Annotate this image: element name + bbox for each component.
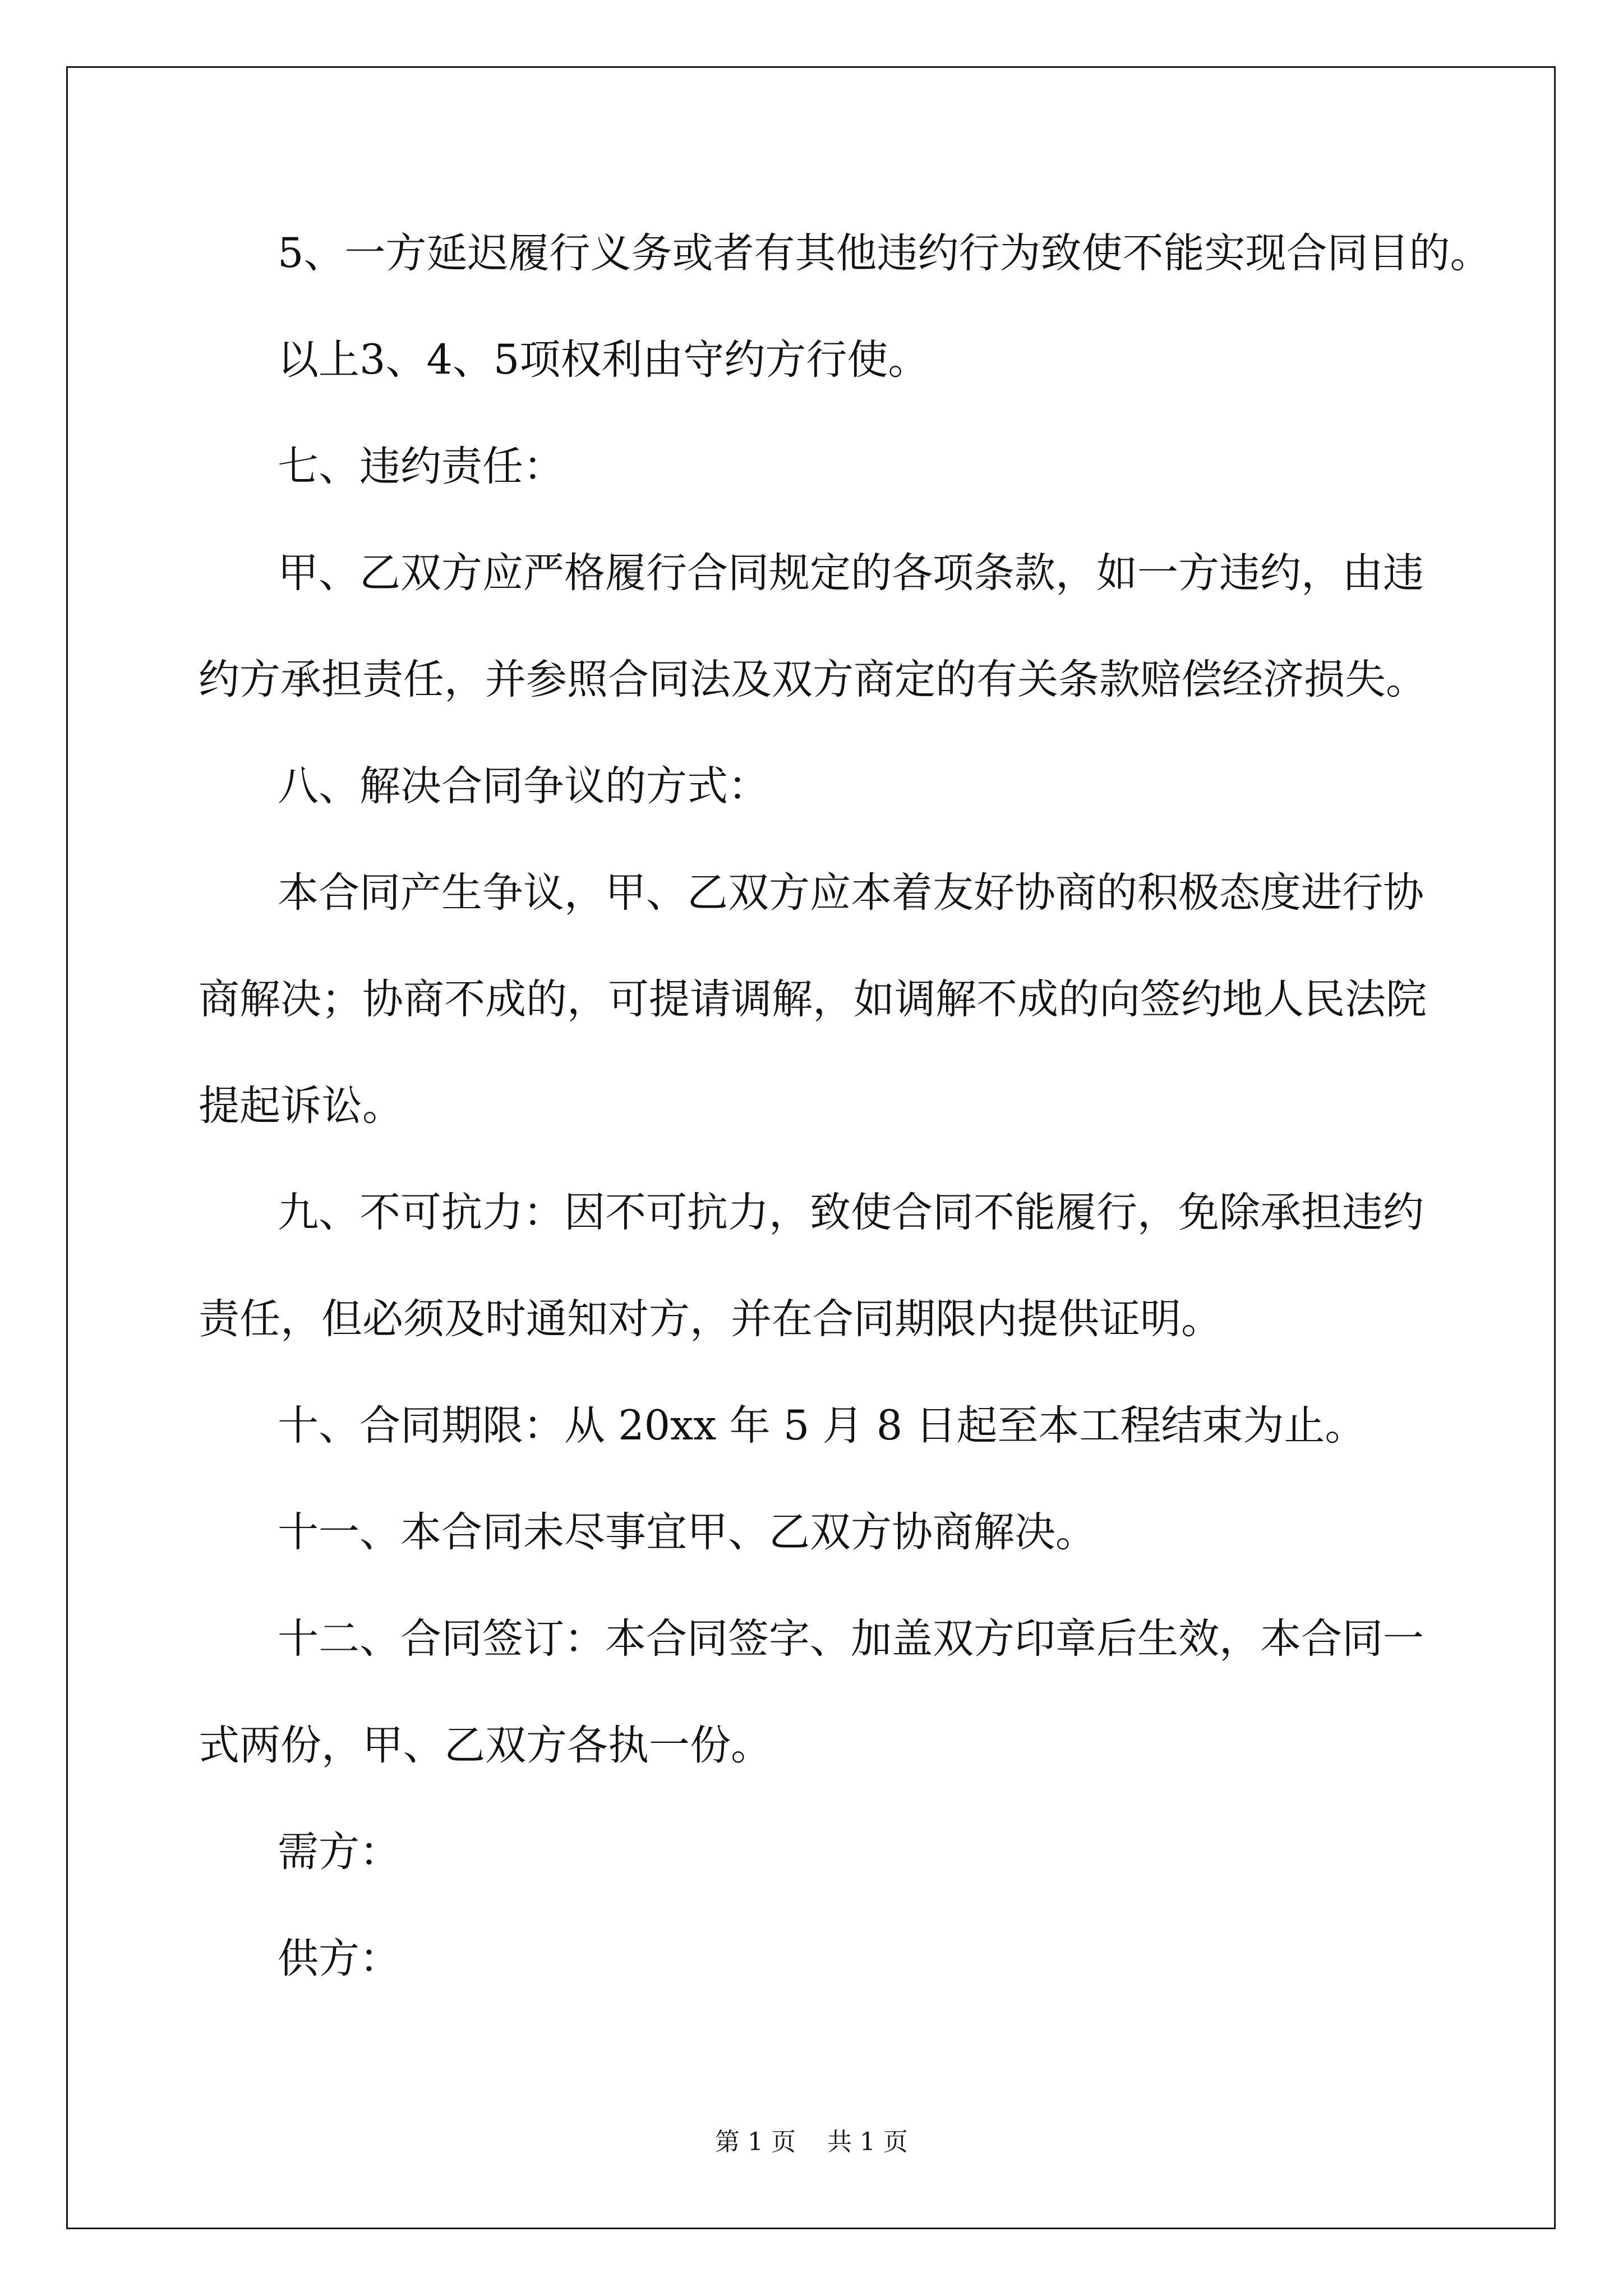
- section-8-text-line-3: 提起诉讼。: [199, 1082, 403, 1130]
- rights-note-line: 以上3、4、5项权利由守约方行使。: [278, 336, 929, 384]
- section-10-text: 十、合同期限：从 20xx 年 5 月 8 日起至本工程结束为止。: [278, 1402, 1366, 1450]
- section-9-text-line-1: 九、不可抗力：因不可抗力，致使合同不能履行，免除承担违约: [278, 1189, 1424, 1236]
- section-7-text-line-1: 甲、乙双方应严格履行合同规定的各项条款，如一方违约，由违: [278, 549, 1424, 597]
- section-9-text-line-2: 责任，但必须及时通知对方，并在合同期限内提供证明。: [199, 1295, 1222, 1343]
- section-8-text-line-1: 本合同产生争议，甲、乙双方应本着友好协商的积极态度进行协: [278, 869, 1424, 917]
- section-7-heading: 七、违约责任：: [278, 443, 564, 490]
- section-8-heading: 八、解决合同争议的方式：: [278, 762, 769, 810]
- page-number-footer: 第 1 页 共 1 页: [715, 2128, 908, 2156]
- supplier-signature-label: 供方：: [278, 1935, 400, 1982]
- section-7-text-line-2: 约方承担责任，并参照合同法及双方商定的有关条款赔偿经济损失。: [199, 656, 1427, 703]
- section-11-text: 十一、本合同未尽事宜甲、乙双方协商解决。: [278, 1508, 1096, 1556]
- clause-5-line: 5、一方延迟履行义务或者有其他违约行为致使不能实现合同目的。: [278, 229, 1491, 277]
- section-12-text-line-1: 十二、合同签订：本合同签字、加盖双方印章后生效，本合同一: [278, 1615, 1424, 1663]
- section-12-text-line-2: 式两份，甲、乙双方各执一份。: [199, 1722, 772, 1769]
- section-8-text-line-2: 商解决；协商不成的，可提请调解，如调解不成的向签约地人民法院: [199, 976, 1427, 1023]
- page-border: [66, 66, 1556, 2229]
- buyer-signature-label: 需方：: [278, 1828, 400, 1876]
